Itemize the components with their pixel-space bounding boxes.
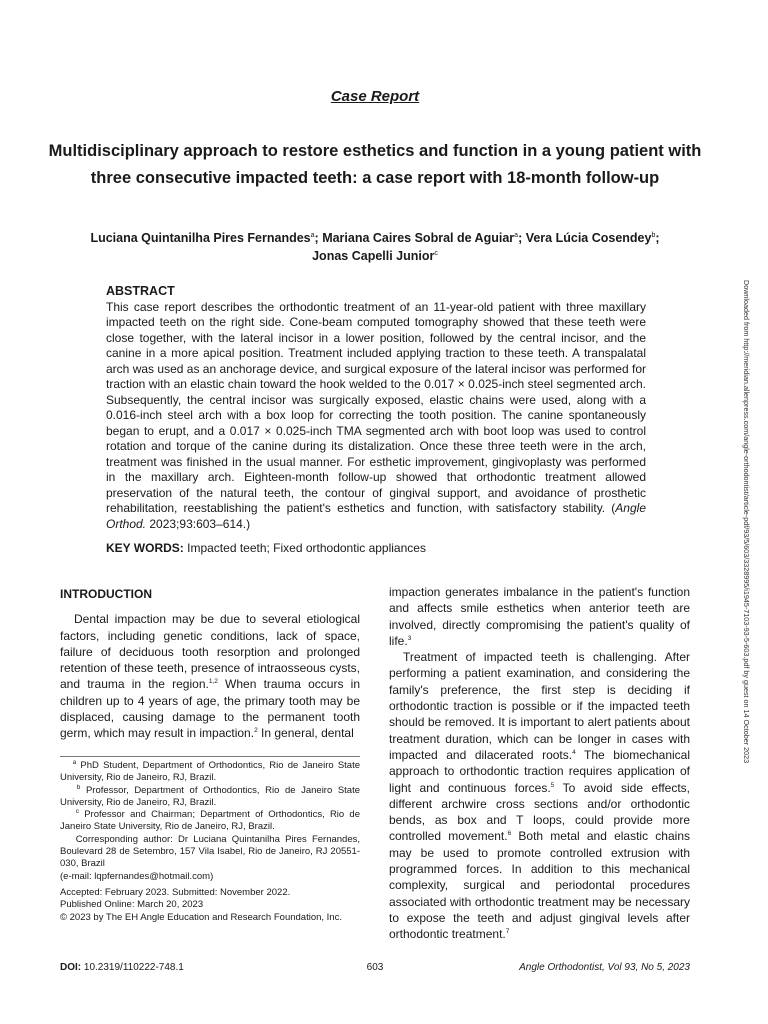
footnotes (60, 760, 360, 883)
right-column (389, 584, 690, 943)
footnote-text: Professor, Department of Orthodontics, Rio de Janeiro State University, Rio de Janeiro, RJ, Brazil. (60, 784, 361, 808)
citation-ref[interactable]: 6 (507, 830, 512, 838)
body-text: In general, dental (257, 726, 354, 741)
download-note-text[interactable]: Downloaded from http://meridian.allenpress.com/angle-orthodontist/article-pdf/93/5/603/3328995/i1945-7103-93-5-603.pdf by guest on 14 October 2023 (742, 280, 751, 764)
footnote-b: $^b$ Professor, Department of Orthodontics, Rio de Janeiro State University, Rio de Janeiro, RJ, Brazil. (60, 783, 361, 808)
copyright-notice: © 2023 by The EH Angle Education and Research Foundation, Inc. (60, 911, 342, 923)
body-text: Treatment of impacted teeth is challenging. After performing a patient examination, and considering the family's preference, the first step is deciding if orthodontic traction is possible or if the impacted teeth should be removed. It is important to alert patients about treatment duration, which can be longer in cases with impacted and dilacerated roots. (389, 650, 690, 762)
author-separator: ; (314, 231, 323, 245)
published-date: Published Online: March 20, 2023 (60, 899, 204, 911)
doi-value: 10.2319/110222-748.1 (81, 962, 184, 973)
citation-ref[interactable]: 5 (550, 781, 555, 789)
body-text: Dental impaction may be due to several etiological factors, including genetic conditions, lack of space, failure of deciduous tooth resorption and prolonged retention of these teeth, presence of intraosseous cysts, and trauma in the region. (60, 612, 360, 692)
journal-citation: Angle Orthodontist, Vol 93, No 5, 2023 (519, 962, 690, 973)
article-title: Multidisciplinary approach to restore esthetics and function in a young patient with three consecutive impacted teeth: a case report with 18-month follow-up (48, 142, 702, 187)
author-affiliation-mark: a (310, 231, 315, 239)
citation-ref[interactable]: 4 (572, 748, 576, 756)
footnote-divider (60, 756, 360, 757)
footnote-c: $^c$ Professor and Chairman; Department of Orthodontics, Rio de Janeiro State University, Rio de Janeiro, RJ, Brazil. (60, 808, 361, 833)
author-list (40, 229, 710, 265)
keywords-text: Impacted teeth; Fixed orthodontic appliances (183, 541, 426, 555)
author-separator: ; (518, 231, 526, 245)
abstract-citation-journal: Angle Orthod. (106, 501, 646, 531)
author-affiliation-mark: a (514, 231, 519, 239)
footnote-a: $^a$ PhD Student, Department of Orthodontics, Rio de Janeiro State University, Rio de Janeiro, RJ, Brazil. (60, 758, 361, 784)
intro-paragraph-1-cont (389, 584, 690, 649)
keywords-label: KEY WORDS: (106, 541, 184, 555)
author-name: Luciana Quintanilha Pires Fernandes (90, 231, 311, 245)
abstract-section (106, 284, 646, 532)
citation-ref[interactable]: 1,2 (208, 678, 218, 686)
keywords-section (106, 541, 646, 556)
page-footer (60, 962, 690, 976)
body-text: impaction generates imbalance in the patient's function and affects smile esthetics when anterior teeth are involved, directly compromising the patient's quality of life. (389, 585, 690, 648)
intro-paragraph-1 (60, 611, 360, 741)
footnote-text: Professor and Chairman; Department of Orthodontics, Rio de Janeiro State University, Rio de Janeiro, RJ, Brazil. (60, 809, 361, 833)
corresponding-author-text: Corresponding author: Dr Luciana Quintanilha Pires Fernandes, Boulevard 28 de Setembro, 157 Vila Isabel, Rio de Janeiro, RJ 20551-030, Brazil (60, 833, 361, 870)
introduction-heading: INTRODUCTION (60, 587, 152, 601)
download-note (741, 280, 761, 800)
citation-ref[interactable]: 3 (407, 634, 412, 642)
page-number: 603 (366, 962, 384, 973)
body-text: To avoid side effects, different archwire cross sections and/or orthodontic bends, as box and T loops, could provide more controlled movement. (389, 780, 690, 844)
footnote-text: PhD Student, Department of Orthodontics, Rio de Janeiro State University, Rio de Janeiro, RJ, Brazil. (60, 760, 361, 784)
author-name: Jonas Capelli Junior (312, 249, 435, 263)
body-text: When trauma occurs in children up to 4 years of age, the primary tooth may be displaced, causing damage to the permanent tooth germ, which may result in impaction. (60, 677, 360, 741)
author-name: Vera Lúcia Cosendey (525, 231, 652, 245)
corresponding-email[interactable]: (e-mail: lqpfernandes@hotmail.com) (60, 870, 214, 882)
citation-ref[interactable]: 7 (505, 928, 510, 936)
abstract-citation: 2023;93:603–614.) (146, 516, 251, 531)
body-text: The biomechanical approach to orthodontic traction requires application of light and continuous forces. (389, 747, 690, 795)
author-separator: ; (655, 231, 660, 245)
left-column (60, 586, 360, 742)
doi-label: DOI: (60, 962, 82, 973)
author-affiliation-mark: b (651, 231, 656, 239)
abstract-heading: ABSTRACT (106, 284, 175, 298)
author-affiliation-mark: c (434, 249, 438, 257)
abstract-body: This case report describes the orthodontic treatment of an 11-year-old patient with three maxillary impacted teeth on the right side. Cone-beam computed tomography showed that these teeth were close together, with the lateral incisor in a lower position, followed by the central incisor, and the canine in a more apical position. Treatment included applying traction to these teeth. A transpalatal arch was used as an anchorage device, and surgical exposure of the lateral incisor was performed for traction with an elastic chain toward the hook welded to the 0.017 × 0.025-inch steel segmented arch. Subsequently, the central incisor was surgically exposed, elastic chains were used, along with a 0.016-inch steel arch with a box loop for correcting the tooth position. The canine spontaneously began to erupt, and a 0.017 × 0.025-inch TMA segmented arch with boot loop was used to control rotation and torque of the canine during its distalization. Once these three teeth were in the arch, treatment was finished in the usual manner. For esthetic improvement, gingivoplasty was performed in the maxillary arch. Eighteen-month follow-up showed that orthodontic treatment allowed preservation of the natural teeth, the contour of gingival support, and avoidance of prosthetic rehabilitation, reestablishing the patient's esthetics and function, with satisfactory stability. ( (106, 299, 646, 515)
abstract-text (106, 300, 646, 533)
body-text: Both metal and elastic chains may be used to promote controlled extrusion with programmed forces. In addition to this mechanical complexity, surgical and periodontal procedures associated with orthodontic treatment may be necessary to expose the teeth and adjust gingival levels after orthodontic treatment. (389, 829, 690, 942)
publication-info (60, 887, 360, 924)
author-name: Mariana Caires Sobral de Aguiar (322, 231, 515, 245)
accepted-date: Accepted: February 2023. Submitted: November 2022. (60, 887, 291, 898)
intro-paragraph-2 (389, 649, 690, 942)
article-type-label: Case Report (330, 88, 420, 105)
corresponding-author (60, 834, 360, 871)
citation-ref[interactable]: 2 (254, 727, 258, 735)
